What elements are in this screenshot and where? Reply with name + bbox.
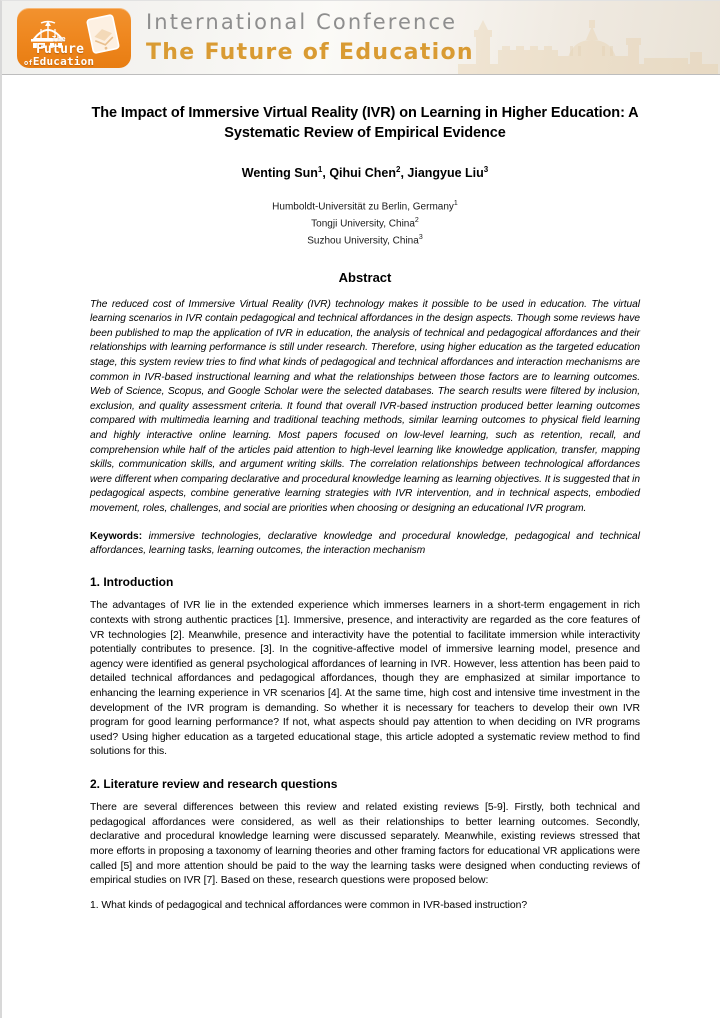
conference-banner [2, 1, 720, 75]
keywords-values: immersive technologies, declarative knowledge and procedural knowledge, pedagogical and technical affordances, learning tasks, learning outcomes, the interaction mechanism [90, 530, 640, 556]
section-heading-introduction: 1. Introduction [90, 574, 174, 589]
section-paragraph: There are several differences between this review and related existing reviews [5-9]. Firstly, both technical and pedagogical affordances were considered, as well as their relationships to better learning outcomes. Secondly, declarative and procedural knowledge learning were discussed separately. Meanwhile, existing reviews stressed that more efforts in proposing a taxonomy of learning theories and other framing factors for educational VR applications were called [5] and more attention should be paid to the way the learning tasks were designed when conducting reviews of empirical studies on IVR [7]. Based on these, research questions were proposed below: [90, 802, 640, 887]
affiliation-text: Humboldt-Universität zu Berlin, Germany [272, 201, 454, 213]
author-name: Jiangyue Liu [407, 166, 484, 181]
page-title: The Impact of Immersive Virtual Reality (IVR) on Learning in Higher Education: A Systematic Review of Empirical Evidence [91, 105, 639, 141]
banner-text-block [146, 7, 474, 69]
logo-future-text: Future [36, 42, 85, 57]
keywords-line [90, 530, 640, 558]
affiliation-text: Tongji University, China [311, 218, 415, 230]
affiliation-marker: 1 [453, 200, 458, 208]
affiliation-item [90, 214, 640, 231]
keywords-label: Keywords: [90, 530, 143, 542]
author-name: Wenting Sun [241, 166, 318, 181]
logo-education-word: Education [32, 55, 95, 68]
logo-education-text [24, 56, 128, 67]
author-affiliation-marker: 1 [317, 165, 323, 174]
affiliation-item [90, 231, 640, 248]
affiliation-text: Suzhou University, China [307, 235, 419, 247]
logo-the-text: The [52, 35, 67, 43]
affiliation-marker: 3 [418, 233, 423, 241]
section-heading-literature-review: 2. Literature review and research questions [90, 776, 338, 791]
abstract-text: The reduced cost of Immersive Virtual Reality (IVR) technology makes it possible to be used in education. The virtual learning scenarios in IVR contain pedagogical and technical affordances in the design aspects. Though some reviews have been published to map the application of IVR in education, the analysis of technical and pedagogical affordances and their relationships with learning performance is still under research. Therefore, using higher education as the targeted education stage, this system review tries to find what kinds of pedagogical and technical affordances and interaction mechanisms are common in IVR-based instructional learning and what the relationships between those factors are to learning outcomes. Web of Science, Scopus, and Google Scholar were the selected databases. The search results were filtered by inclusion, exclusion, and quality assessment criteria. It found that overall IVR-based instruction produced better learning outcomes compared with multimedia learning and traditional teaching methods, similar learning outcomes to physical field learning and highly interactive online learning. Most papers focused on low-level learning, such as retention, recall, and comprehension while half of the articles paid attention to high-level learning like knowledge application, transfer, mapping skills, communication skills, and argument writing skills. The correlation relationships between technological affordances were different when comparing declarative and procedural knowledge learning as learning objectives. It is suggested that in pedagogical aspects, combine generative learning strategies with IVR intervention, and in technical aspects, embodied movement, roles, challenges, and social are priorities when choosing or designing an educational IVR program. [90, 298, 640, 514]
conference-logo [17, 8, 131, 68]
research-question-item: 1. What kinds of pedagogical and technical affordances were common in IVR-based instruction? [90, 900, 528, 912]
logo-of-text: of [24, 59, 33, 67]
banner-title: The Future of Education [146, 40, 474, 65]
affiliation-marker: 2 [414, 216, 419, 224]
affiliation-list [90, 197, 640, 247]
affiliation-item [90, 197, 640, 214]
author-name: Qihui Chen [329, 166, 396, 181]
logo-wordmark [24, 36, 128, 67]
author-list: Wenting Sun$^1$, Qihui Chen$^2$, Jiangyue Liu$^3$ [241, 165, 489, 181]
section-paragraph: The advantages of IVR lie in the extended experience which immerses learners in a short-term engagement in rich contexts with strong authentic practices [1]. Immersive, presence, and interactivity are regarded as the core features of VR technologies [2]. Meanwhile, presence and interactivity have the potential to facilitate immersion while interactivity potentially contributes to presence. [3]. In the cognitive-affective model of immersive learning model, presence and agency were identified as general psychological affordances of learning in IVR. However, less attention has been paid to detailed technical affordances and pedagogical affordances, though they are emphasized at similar importance to enhancing the learning experience in VR scenarios [4]. At the same time, high cost and intensive time investment in the development of the IVR program is demanding. So whether it is necessary for teachers to develop their own IVR program for good learning performance? If not, what aspects should pay attention to when deciding on IVR programs used? Using higher education as a targeted educational stage, this article adopted a systematic review method to find solutions for this. [90, 600, 640, 758]
document-body [2, 103, 720, 914]
author-affiliation-marker: 2 [395, 165, 401, 174]
banner-subtitle: International Conference [146, 10, 458, 34]
author-affiliation-marker: 3 [483, 165, 489, 174]
abstract-heading: Abstract [338, 269, 392, 285]
florence-skyline-watermark [458, 1, 718, 74]
